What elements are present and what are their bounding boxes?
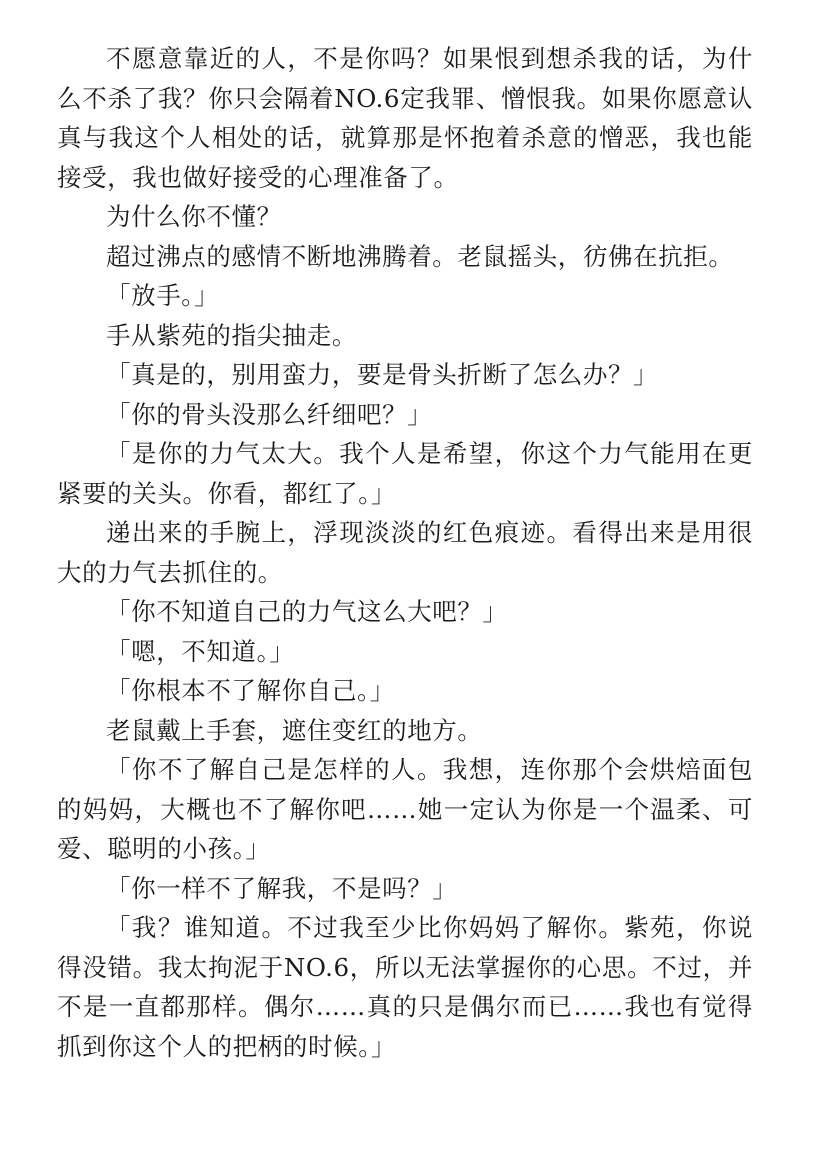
dialogue-paragraph: 「你不知道自己的力气这么大吧？」 bbox=[106, 597, 508, 626]
dialogue-paragraph: 「你一样不了解我，不是吗？」 bbox=[106, 873, 458, 903]
paragraph: 老鼠戴上手套，遮住变红的地方。 bbox=[106, 715, 483, 745]
dialogue-paragraph: 「你不了解自己是怎样的人。我想，连你那个会烘焙面包的妈妈，大概也不了解你吧……她一定认为你是一个温柔、可爱、聪明的小孩。」 bbox=[57, 755, 753, 863]
dialogue-paragraph: 「嗯，不知道。」 bbox=[106, 636, 295, 666]
dialogue-paragraph: 「你的骨头没那么纤细吧？」 bbox=[106, 399, 433, 429]
document-page bbox=[57, 39, 753, 1066]
paragraph: 超过沸点的感情不断地沸腾着。老鼠摇头，彷佛在抗拒。 bbox=[106, 241, 734, 271]
dialogue-paragraph: 「真是的，别用蛮力，要是骨头折断了怎么办？」 bbox=[106, 360, 659, 389]
paragraph: 不愿意靠近的人，不是你吗？如果恨到想杀我的话，为什么不杀了我？你只会隔着NO.6定我罪、憎恨我。如果你愿意认真与我这个人相处的话，就算那是怀抱着杀意的憎恶，我也能接受，我也做好接受的心理准备了。 bbox=[57, 44, 753, 192]
paragraph: 为什么你不懂？ bbox=[106, 202, 282, 231]
paragraph: 递出来的手腕上，浮现淡淡的红色痕迹。看得出来是用很大的力气去抓住的。 bbox=[57, 518, 753, 587]
paragraph: 手从紫苑的指尖抽走。 bbox=[106, 320, 357, 350]
dialogue-paragraph: 「是你的力气太大。我个人是希望，你这个力气能用在更紧要的关头。你看，都红了。」 bbox=[57, 439, 753, 508]
dialogue-paragraph: 「你根本不了解你自己。」 bbox=[106, 676, 395, 705]
dialogue-paragraph: 「放手。」 bbox=[106, 281, 220, 310]
dialogue-paragraph: 「我？谁知道。不过我至少比你妈妈了解你。紫苑，你说得没错。我太拘泥于NO.6，所以无法掌握你的心思。不过，并不是一直都那样。偶尔……真的只是偶尔而已……我也有觉得抓到你这个人的把柄的时候。」 bbox=[57, 913, 753, 1061]
